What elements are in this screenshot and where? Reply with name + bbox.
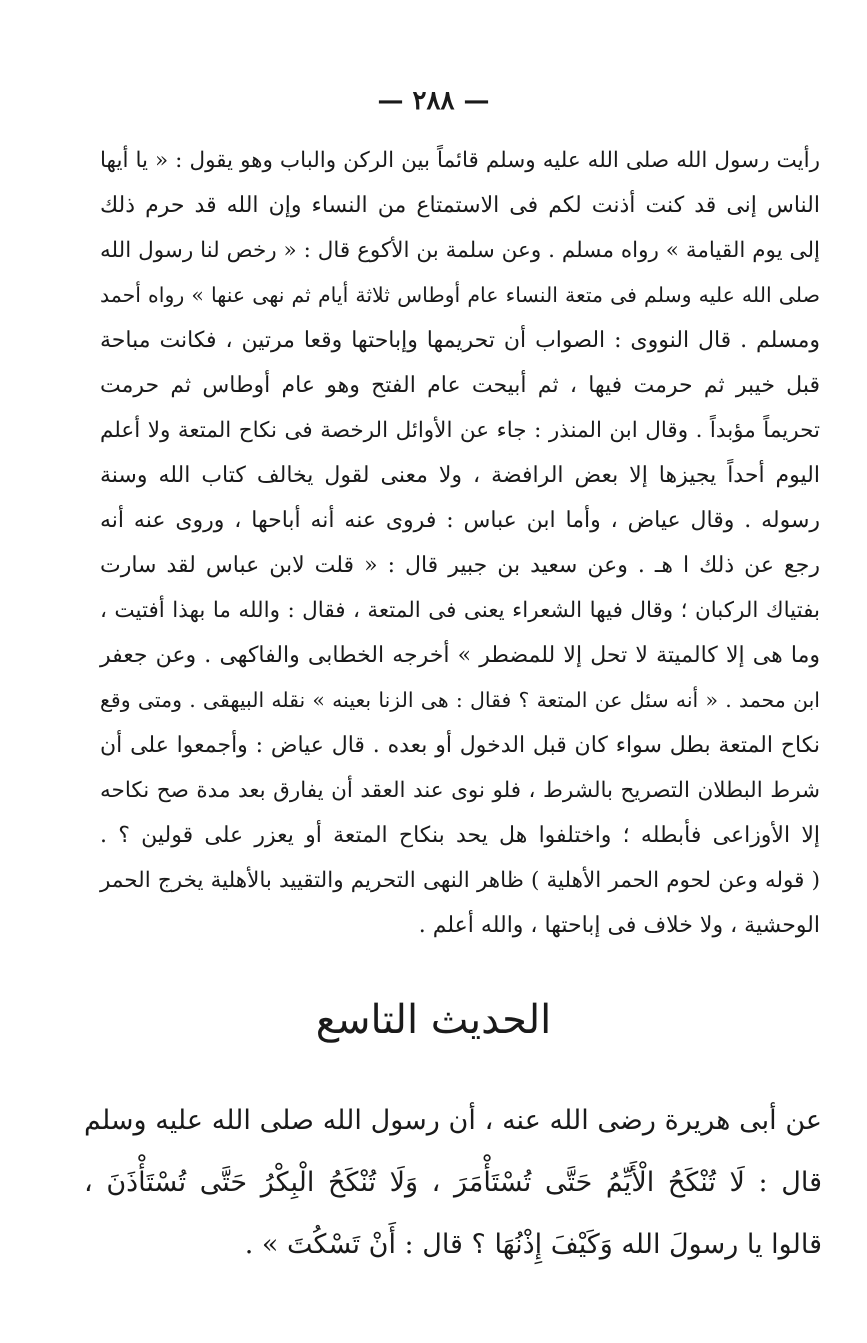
commentary-line: ابن محمد . « أنه سئل عن المتعة ؟ فقال : هى الزنا بعينه » نقله البيهقى . ومتى وقع [100,688,820,712]
page-number: — ٢٨٨ — [377,86,490,116]
hadith-line: عن أبى هريرة رضى الله عنه ، أن رسول الله صلى الله عليه وسلم [84,1105,822,1136]
commentary-line: رأيت رسول الله صلى الله عليه وسلم قائماً بين الركن والباب وهو يقول : « يا أيها [100,148,820,173]
commentary-line: ومسلم . قال النووى : الصواب أن تحريمها وإباحتها وقعا مرتين ، فكانت مباحة [100,328,820,353]
commentary-line: تحريماً مؤبداً . وقال ابن المنذر : جاء عن الأوائل الرخصة فى نكاح المتعة ولا أعلم [100,418,820,443]
commentary-line: رسوله . وقال عياض ، وأما ابن عباس : فروى عنه أنه أباحها ، وروى عنه أنه [100,508,820,533]
commentary-line: بفتياك الركبان ؛ وقال فيها الشعراء يعنى فى المتعة ، فقال : والله ما بهذا أفتيت ، [100,598,820,623]
commentary-line: رجع عن ذلك ا هـ . وعن سعيد بن جبير قال : « قلت لابن عباس لقد سارت [100,553,820,578]
commentary-line: نكاح المتعة بطل سواء كان قبل الدخول أو بعده . قال عياض : وأجمعوا على أن [100,733,820,758]
commentary-text [100,138,820,948]
commentary-line: صلى الله عليه وسلم فى متعة النساء عام أوطاس ثلاثة أيام ثم نهى عنها » رواه أحمد [100,283,820,307]
commentary-line: إلا الأوزاعى فأبطله ؛ واختلفوا هل يحد بنكاح المتعة أو يعزر على قولين ؟ . [100,823,820,848]
commentary-line: وما هى إلا كالميتة لا تحل إلا للمضطر » أخرجه الخطابى والفاكهى . وعن جعفر [100,643,820,668]
hadith-text [84,1090,822,1276]
commentary-line: ( قوله وعن لحوم الحمر الأهلية ) ظاهر النهى التحريم والتقييد بالأهلية يخرج الحمر [100,868,820,893]
section-heading: الحديث التاسع [315,997,552,1043]
commentary-line: الناس إنى قد كنت أذنت لكم فى الاستمتاع من النساء وإن الله قد حرم ذلك [100,193,820,218]
commentary-line: إلى يوم القيامة » رواه مسلم . وعن سلمة بن الأكوع قال : « رخص لنا رسول الله [100,238,820,263]
hadith-line: قال : لَا تُنْكَحُ الْأَيِّمُ حَتَّى تُسْتَأْمَرَ ، وَلَا تُنْكَحُ الْبِكْرُ حَتَّى تُسْتَأْذَنَ ، [84,1167,822,1198]
commentary-line: اليوم أحداً يجيزها إلا بعض الرافضة ، ولا معنى لقول يخالف كتاب الله وسنة [100,463,820,488]
commentary-line: الوحشية ، ولا خلاف فى إباحتها ، والله أعلم . [418,913,820,938]
commentary-line: قبل خيبر ثم حرمت فيها ، ثم أبيحت عام الفتح وهو عام أوطاس ثم حرمت [100,373,820,398]
hadith-line: قالوا يا رسولَ الله وَكَيْفَ إِذْنُهَا ؟ قال : أَنْ تَسْكُتَ » . [244,1229,822,1260]
commentary-line: شرط البطلان التصريح بالشرط ، فلو نوى عند العقد أن يفارق بعد مدة صح نكاحه [100,778,820,803]
